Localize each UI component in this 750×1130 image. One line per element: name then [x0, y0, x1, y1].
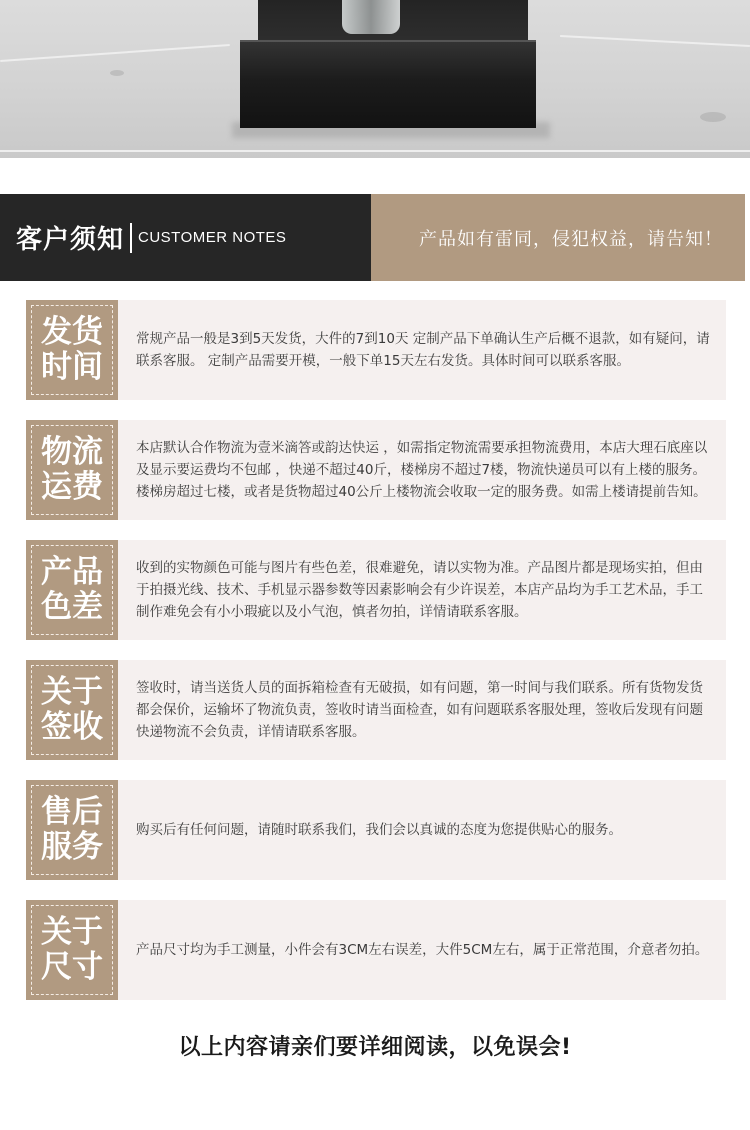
badge-line: 关于: [41, 674, 103, 710]
badge-line: 售后: [41, 794, 103, 830]
footer-reminder: 以上内容请亲们要详细阅读，以免误会!: [178, 1035, 572, 1060]
notice-card-shipping-time: [26, 300, 726, 400]
glass-object: [342, 0, 400, 34]
notice-card-color-difference: [26, 540, 726, 640]
notice-card-logistics-fee: [26, 420, 726, 520]
banner-title-block: [0, 194, 371, 281]
badge-line: 关于: [41, 914, 103, 950]
notice-badge: [26, 420, 118, 520]
notice-text: 本店默认合作物流为壹米滴答或韵达快运 ，如需指定物流需要承担物流费用，本店大理石底座以及显示要运费均不包邮 ，快递不超过40斤，楼梯房不超过7楼，物流快递员可以有上楼的服务。楼梯房超过七楼，或者是货物超过40公斤上楼物流会收取一定的服务费。如需上楼请提前告知。: [136, 440, 708, 500]
product-photo: [0, 0, 750, 158]
notice-text: 签收时，请当送货人员的面拆箱检查有无破损，如有问题，第一时间与我们联系。所有货物发货都会保价，运输坏了物流负责，签收时请当面检查，如有问题联系客服处理，签收后发现有问题快递物流不会负责，详情请联系客服。: [136, 680, 703, 740]
notice-text: 收到的实物颜色可能与图片有些色差，很难避免，请以实物为准。产品图片都是现场实拍，但由于拍摄光线、技术、手机显示器参数等因素影响会有少许误差，本店产品均为手工艺术品，手工制作难免会有小小瑕疵以及小气泡，慎者勿拍，详情请联系客服。: [136, 560, 703, 620]
badge-line: 运费: [41, 469, 103, 505]
banner-slogan: 产品如有雷同，侵犯权益，请告知！: [419, 228, 723, 250]
badge-line: 签收: [41, 709, 103, 745]
notice-badge: [26, 900, 118, 1000]
badge-line: 物流: [41, 434, 103, 470]
notice-card-after-sales: [26, 780, 726, 880]
notice-card-signing: [26, 660, 726, 760]
banner-title: 客户须知: [16, 225, 125, 255]
badge-line: 尺寸: [41, 949, 103, 985]
banner-subtitle: CUSTOMER NOTES: [138, 229, 287, 246]
notice-text: 常规产品一般是3到5天发货，大件的7到10天 定制产品下单确认生产后概不退款，如有疑问，请联系客服。 定制产品需要开模，一般下单15天左右发货。具体时间可以联系客服。: [136, 331, 710, 369]
notice-badge: [26, 780, 118, 880]
banner-slogan-block: [371, 194, 745, 281]
customer-notes-banner: [0, 194, 745, 281]
notice-text: 购买后有任何问题，请随时联系我们，我们会以真诚的态度为您提供贴心的服务。: [136, 822, 622, 838]
notice-card-size: [26, 900, 726, 1000]
notice-badge: [26, 660, 118, 760]
marble-base: [240, 40, 536, 128]
badge-line: 服务: [41, 829, 103, 865]
notice-badge: [26, 300, 118, 400]
badge-line: 产品: [41, 554, 103, 590]
notice-badge: [26, 540, 118, 640]
notice-text: 产品尺寸均为手工测量，小件会有3CM左右误差，大件5CM左右，属于正常范围，介意者勿拍。: [136, 942, 709, 958]
badge-line: 时间: [41, 349, 103, 385]
banner-divider: [130, 223, 132, 253]
badge-line: 色差: [41, 589, 103, 625]
badge-line: 发货: [41, 314, 103, 350]
